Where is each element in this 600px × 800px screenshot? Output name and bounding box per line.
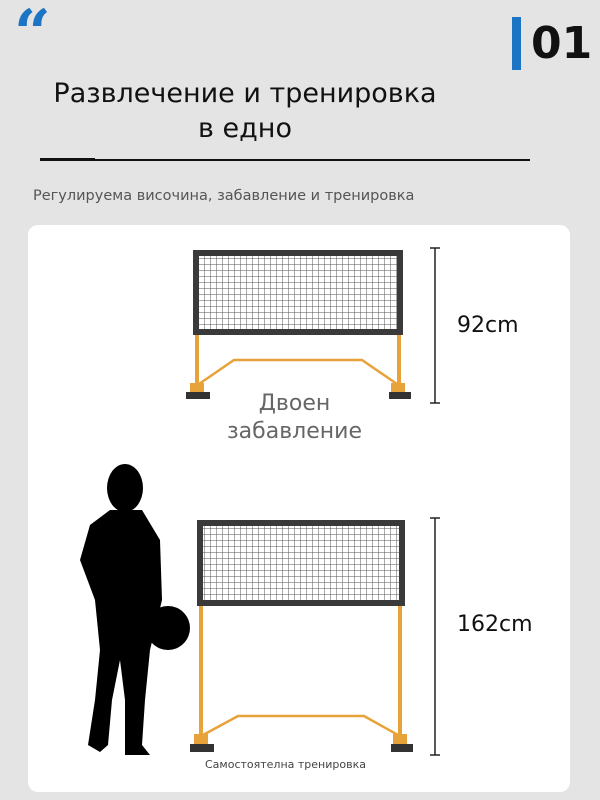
title-line-1: Развлечение и тренировка (53, 78, 437, 109)
high-net-icon (190, 523, 413, 752)
subtitle: Регулируема височина, забавление и тренировка (33, 188, 415, 204)
person-silhouette-icon (80, 464, 190, 755)
title-line-2: в едно (198, 113, 292, 144)
low-height-dimension-line (430, 248, 440, 403)
low-height-label: 92cm (457, 313, 519, 338)
low-net-icon (186, 253, 411, 399)
low-net-mode-label (222, 390, 367, 446)
high-net-caption: Самостоятелна тренировка (205, 758, 366, 771)
high-height-dimension-line (430, 518, 440, 755)
quote-mark-icon: “ (14, 0, 51, 71)
high-height-label: 162cm (457, 612, 533, 637)
mode-line-1: Двоен (258, 391, 331, 416)
section-number: 01 (531, 18, 593, 69)
mode-line-2: забавление (226, 419, 362, 444)
